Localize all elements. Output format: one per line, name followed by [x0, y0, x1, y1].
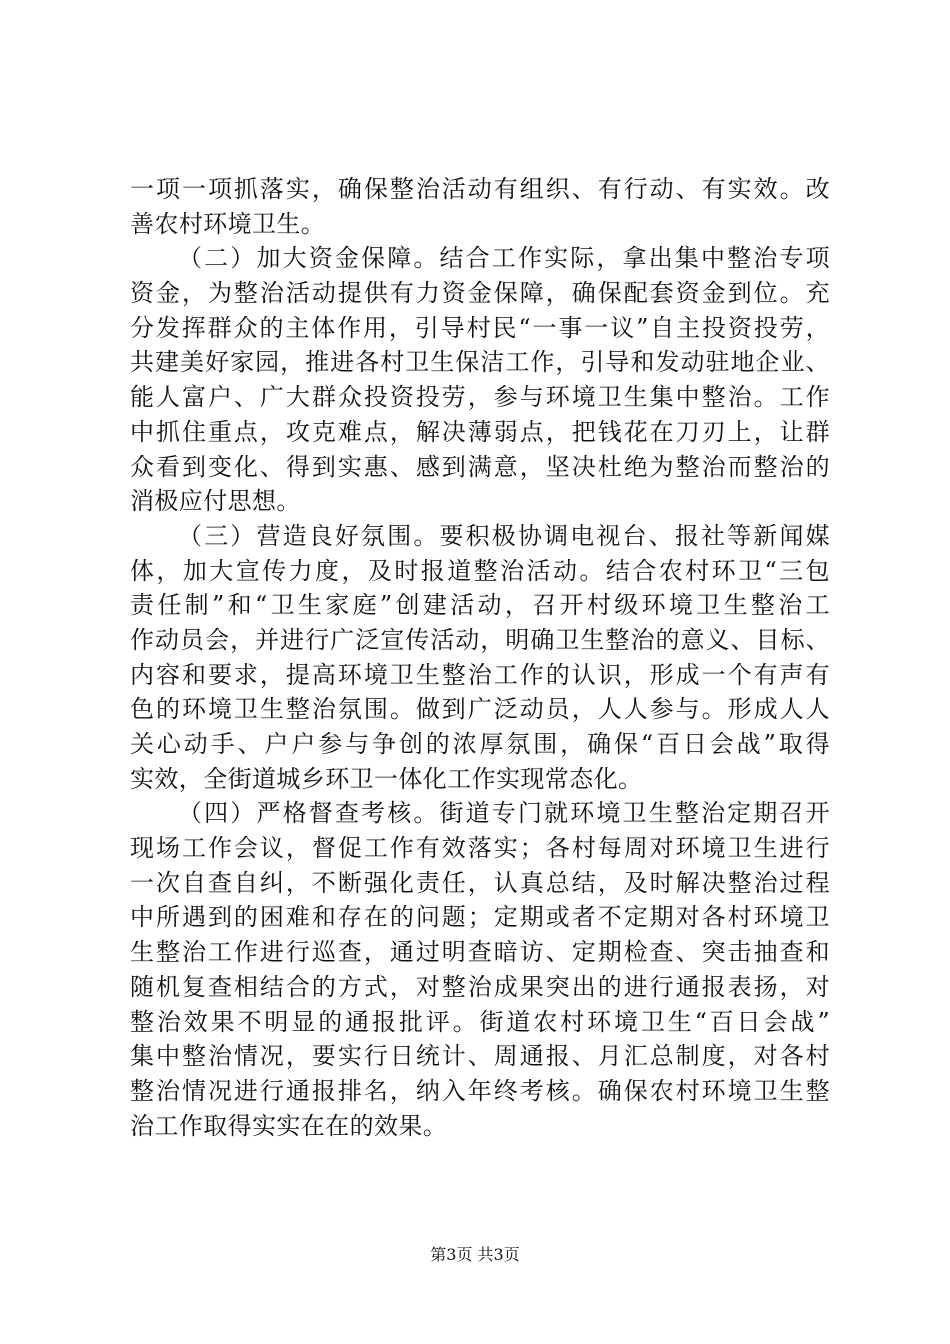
- text-line: 随机复查相结合的方式，对整治成果突出的进行通报表扬，对: [130, 972, 830, 1001]
- text-line: 整治情况进行通报排名，纳入年终考核。确保农村环境卫生整: [130, 1076, 830, 1105]
- text-line: 一次自查自纠，不断强化责任，认真总结，及时解决整治过程: [130, 868, 830, 897]
- section-heading-line: （二）加大资金保障。结合工作实际，拿出集中整治专项: [178, 244, 830, 273]
- section-heading-line: （四）严格督查考核。街道专门就环境卫生整治定期召开: [178, 799, 830, 828]
- text-line: 整治效果不明显的通报批评。街道农村环境卫生“百日会战”: [130, 1007, 830, 1036]
- text-line: 生整治工作进行巡查，通过明查暗访、定期检查、突击抽查和: [130, 938, 830, 967]
- text-line: 实效，全街道城乡环卫一体化工作实现常态化。: [130, 764, 643, 793]
- text-line: 中所遇到的困难和存在的问题；定期或者不定期对各村环境卫: [130, 903, 830, 932]
- text-line: 善农村环境卫生。: [130, 209, 326, 238]
- page-footer: [0, 1244, 950, 1266]
- text-line: 现场工作会议，督促工作有效落实；各村每周对环境卫生进行: [130, 834, 830, 863]
- text-line: 体，加大宣传力度，及时报道整治活动。结合农村环卫“三包: [130, 556, 830, 585]
- text-line: 分发挥群众的主体作用，引导村民“一事一议”自主投资投劳，: [130, 313, 830, 342]
- page-number-label: 第3页 共3页: [430, 1245, 520, 1264]
- text-line: 治工作取得实实在在的效果。: [130, 1111, 448, 1140]
- text-line: 消极应付思想。: [130, 487, 301, 516]
- text-line: 一项一项抓落实，确保整治活动有组织、有行动、有实效。改: [130, 175, 830, 203]
- text-line: 作动员会，并进行广泛宣传活动，明确卫生整治的意义、目标、: [130, 625, 830, 654]
- text-line: 色的环境卫生整治氛围。做到广泛动员，人人参与。形成人人: [130, 695, 830, 724]
- text-line: 共建美好家园，推进各村卫生保洁工作，引导和发动驻地企业、: [130, 348, 830, 377]
- section-heading-line: （三）营造良好氛围。要积极协调电视台、报社等新闻媒: [178, 521, 830, 550]
- text-line: 众看到变化、得到实惠、感到满意，坚决杜绝为整治而整治的: [130, 452, 830, 481]
- text-line: 关心动手、户户参与争创的浓厚氛围，确保“百日会战”取得: [130, 730, 830, 758]
- text-line: 内容和要求，提高环境卫生整治工作的认识，形成一个有声有: [130, 660, 830, 689]
- document-body: [130, 172, 830, 1143]
- text-line: 责任制”和“卫生家庭”创建活动，召开村级环境卫生整治工: [130, 591, 830, 620]
- text-line: 资金，为整治活动提供有力资金保障，确保配套资金到位。充: [130, 279, 830, 308]
- text-line: 中抓住重点，攻克难点，解决薄弱点，把钱花在刀刃上，让群: [130, 417, 830, 446]
- text-line: 能人富户、广大群众投资投劳，参与环境卫生集中整治。工作: [130, 383, 830, 412]
- text-line: 集中整治情况，要实行日统计、周通报、月汇总制度，对各村: [130, 1042, 830, 1071]
